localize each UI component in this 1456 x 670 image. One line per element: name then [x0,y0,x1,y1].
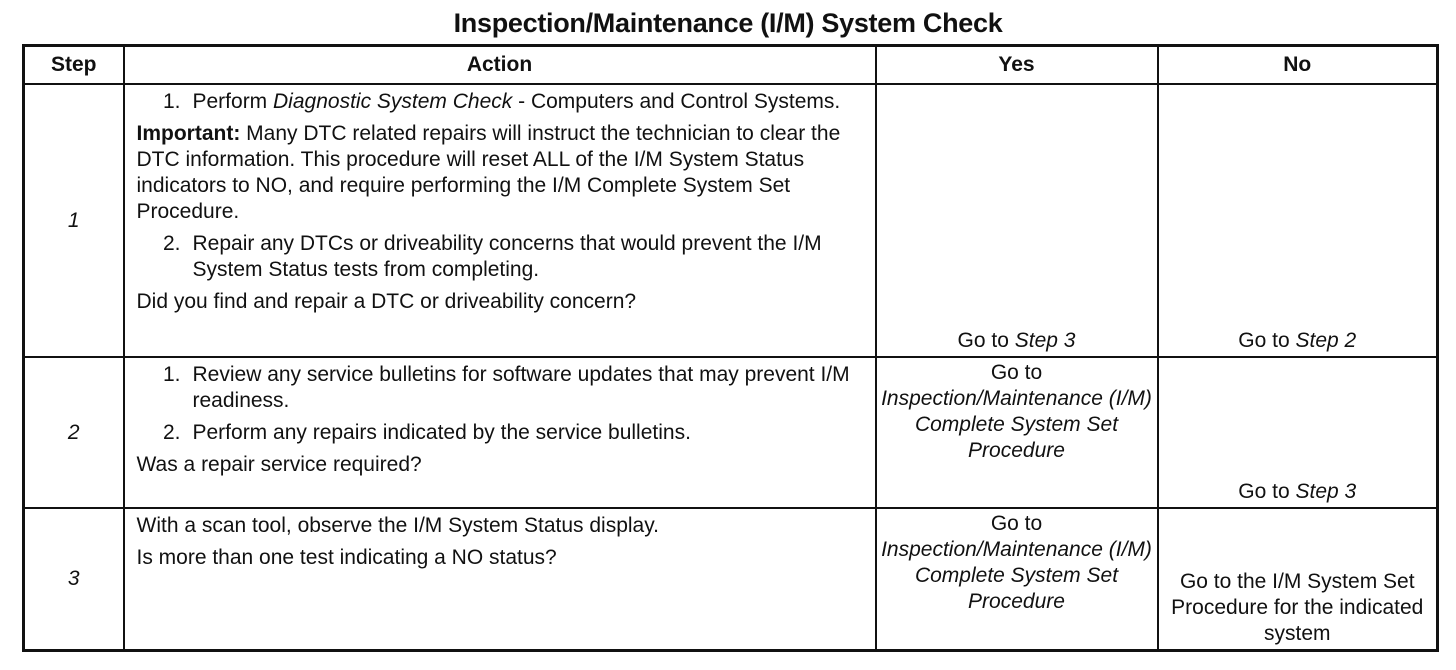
action-item [137,89,865,115]
table-row [24,508,1438,651]
item-text-part: - Computers and Control Systems. [512,90,841,113]
important-note [137,121,865,225]
action-item [137,362,865,414]
yes-result [876,508,1158,651]
item-number: 1. [162,363,181,386]
question: Did you find and repair a DTC or driveability concern? [136,290,637,313]
action-text: With a scan tool, observe the I/M System Status display. [136,514,659,537]
yes-result [876,357,1158,508]
goto-prefix: Go to [1238,329,1296,352]
yes-result [876,84,1158,357]
goto-prefix: Go to [957,329,1015,352]
no-result: Go to the I/M System Set Procedure for the indicated system [1158,508,1438,651]
procedure-link[interactable]: Inspection/Maintenance (I/M) Complete System Set Procedure [881,538,1152,613]
table-row [24,84,1438,357]
important-label: Important: [136,122,241,145]
step-link[interactable]: Step 3 [1295,480,1357,503]
system-check-table [22,44,1439,652]
item-number: 1. [162,90,181,113]
step-number: 1 [24,84,124,357]
step-number: 2 [24,357,124,508]
item-text: Perform any repairs indicated by the service bulletins. [192,421,691,444]
procedure-link[interactable]: Inspection/Maintenance (I/M) Complete System Set Procedure [881,387,1152,462]
action-cell [124,84,876,357]
action-item [137,231,865,283]
item-text: Review any service bulletins for software updates that may prevent I/M readiness. [192,363,850,412]
no-header: No [1158,46,1438,85]
action-item [137,420,865,446]
goto-prefix: Go to [990,512,1043,535]
table-row [24,357,1438,508]
action-cell [124,508,876,651]
item-number: 2. [162,232,181,255]
question: Is more than one test indicating a NO status? [136,546,557,569]
item-text: Repair any DTCs or driveability concerns that would prevent the I/M System Status tests from completing. [192,232,822,281]
goto-prefix: Go to [990,361,1043,384]
diagnostic-check-link[interactable]: Diagnostic System Check [273,90,513,113]
question: Was a repair service required? [136,453,422,476]
goto-prefix: Go to [1238,480,1296,503]
item-text-part: Perform [192,90,274,113]
important-text: Many DTC related repairs will instruct the technician to clear the DTC information. This procedure will reset ALL of the I/M System Status indicators to NO, and require performing the I/M Complete System Set Procedure. [136,122,841,223]
page-title: Inspection/Maintenance (I/M) System Check [453,8,1003,38]
step-header: Step [24,46,124,85]
no-result [1158,357,1438,508]
step-link[interactable]: Step 3 [1014,329,1076,352]
no-result [1158,84,1438,357]
step-number: 3 [24,508,124,651]
step-link[interactable]: Step 2 [1295,329,1357,352]
action-header: Action [124,46,876,85]
yes-header: Yes [876,46,1158,85]
action-cell [124,357,876,508]
item-text [193,89,865,115]
item-number: 2. [162,421,181,444]
header-row [24,46,1438,85]
